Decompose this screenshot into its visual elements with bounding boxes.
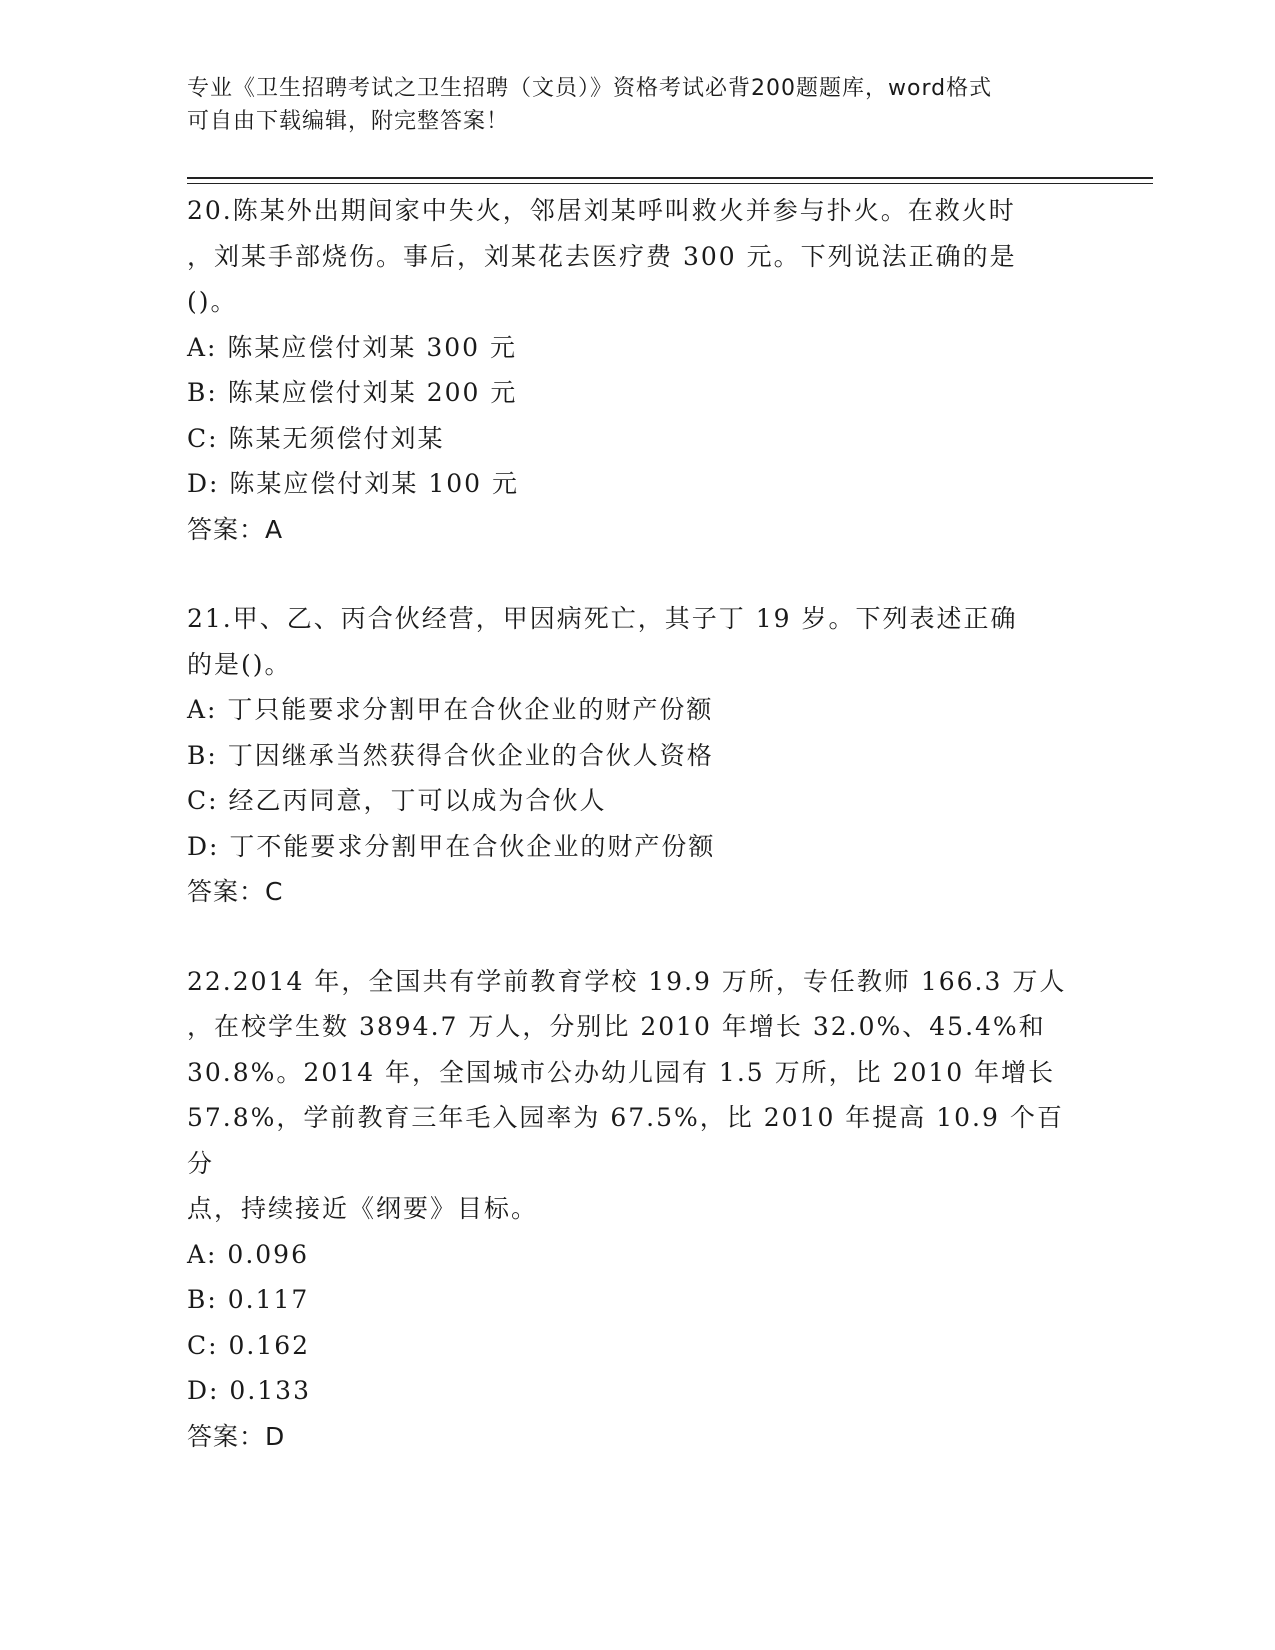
answer-label: 答案：A bbox=[187, 514, 284, 544]
header-line-2: 可自由下载编辑，附完整答案！ bbox=[187, 109, 510, 134]
option-d: D: 陈某应偿付刘某 100 元 bbox=[187, 469, 520, 498]
option-a: A: 0.096 bbox=[187, 1239, 309, 1269]
stem-line: 的是()。 bbox=[187, 649, 292, 679]
option-d: D: 0.133 bbox=[187, 1376, 311, 1405]
stem-line: ()。 bbox=[187, 287, 238, 316]
question-stem bbox=[187, 596, 1067, 687]
header-line-1: 专业《卫生招聘考试之卫生招聘（文员）》资格考试必背200题题库，word格式 bbox=[187, 76, 993, 101]
stem-line: 30.8%。2014 年，全国城市公办幼儿园有 1.5 万所，比 2010 年增长 bbox=[187, 1057, 1056, 1087]
question-list bbox=[187, 188, 1067, 1459]
option-b: B: 陈某应偿付刘某 200 元 bbox=[187, 378, 518, 407]
option-a: A: 丁只能要求分割甲在合伙企业的财产份额 bbox=[187, 695, 714, 724]
question-21 bbox=[187, 596, 1067, 915]
question-stem bbox=[187, 959, 1067, 1232]
option-c: C: 陈某无须偿付刘某 bbox=[187, 423, 445, 453]
question-gap bbox=[187, 915, 1067, 959]
stem-line: ，刘某手部烧伤。事后，刘某花去医疗费 300 元。下列说法正确的是 bbox=[187, 241, 1017, 271]
option-c: C: 0.162 bbox=[187, 1330, 311, 1360]
stem-line: 22.2014 年，全国共有学前教育学校 19.9 万所，专任教师 166.3 万人 bbox=[187, 966, 1067, 996]
stem-line: ，在校学生数 3894.7 万人，分别比 2010 年增长 32.0%、45.4%和 bbox=[187, 1012, 1046, 1041]
header-rule-thick bbox=[187, 177, 1153, 179]
question-gap bbox=[187, 552, 1067, 596]
option-a: A: 陈某应偿付刘某 300 元 bbox=[187, 332, 518, 362]
answer-label: 答案：D bbox=[187, 1421, 286, 1451]
answer-label: 答案：C bbox=[187, 877, 284, 906]
document-header bbox=[187, 72, 1087, 138]
question-22 bbox=[187, 959, 1067, 1460]
option-b: B: 丁因继承当然获得合伙企业的合伙人资格 bbox=[187, 740, 714, 770]
stem-line: 21.甲、乙、丙合伙经营，甲因病死亡，其子丁 19 岁。下列表述正确 bbox=[187, 604, 1018, 633]
option-b: B: 0.117 bbox=[187, 1285, 310, 1314]
stem-line: 20.陈某外出期间家中失火，邻居刘某呼叫救火并参与扑火。在救火时 bbox=[187, 196, 1016, 225]
header-rule-thin bbox=[187, 183, 1153, 184]
option-d: D: 丁不能要求分割甲在合伙企业的财产份额 bbox=[187, 831, 716, 861]
stem-line: 点，持续接近《纲要》目标。 bbox=[187, 1194, 539, 1223]
question-20 bbox=[187, 188, 1067, 552]
stem-line: 57.8%，学前教育三年毛入园率为 67.5%，比 2010 年提高 10.9 个百分 bbox=[187, 1103, 1064, 1178]
question-stem bbox=[187, 188, 1067, 325]
option-c: C: 经乙丙同意，丁可以成为合伙人 bbox=[187, 786, 607, 815]
